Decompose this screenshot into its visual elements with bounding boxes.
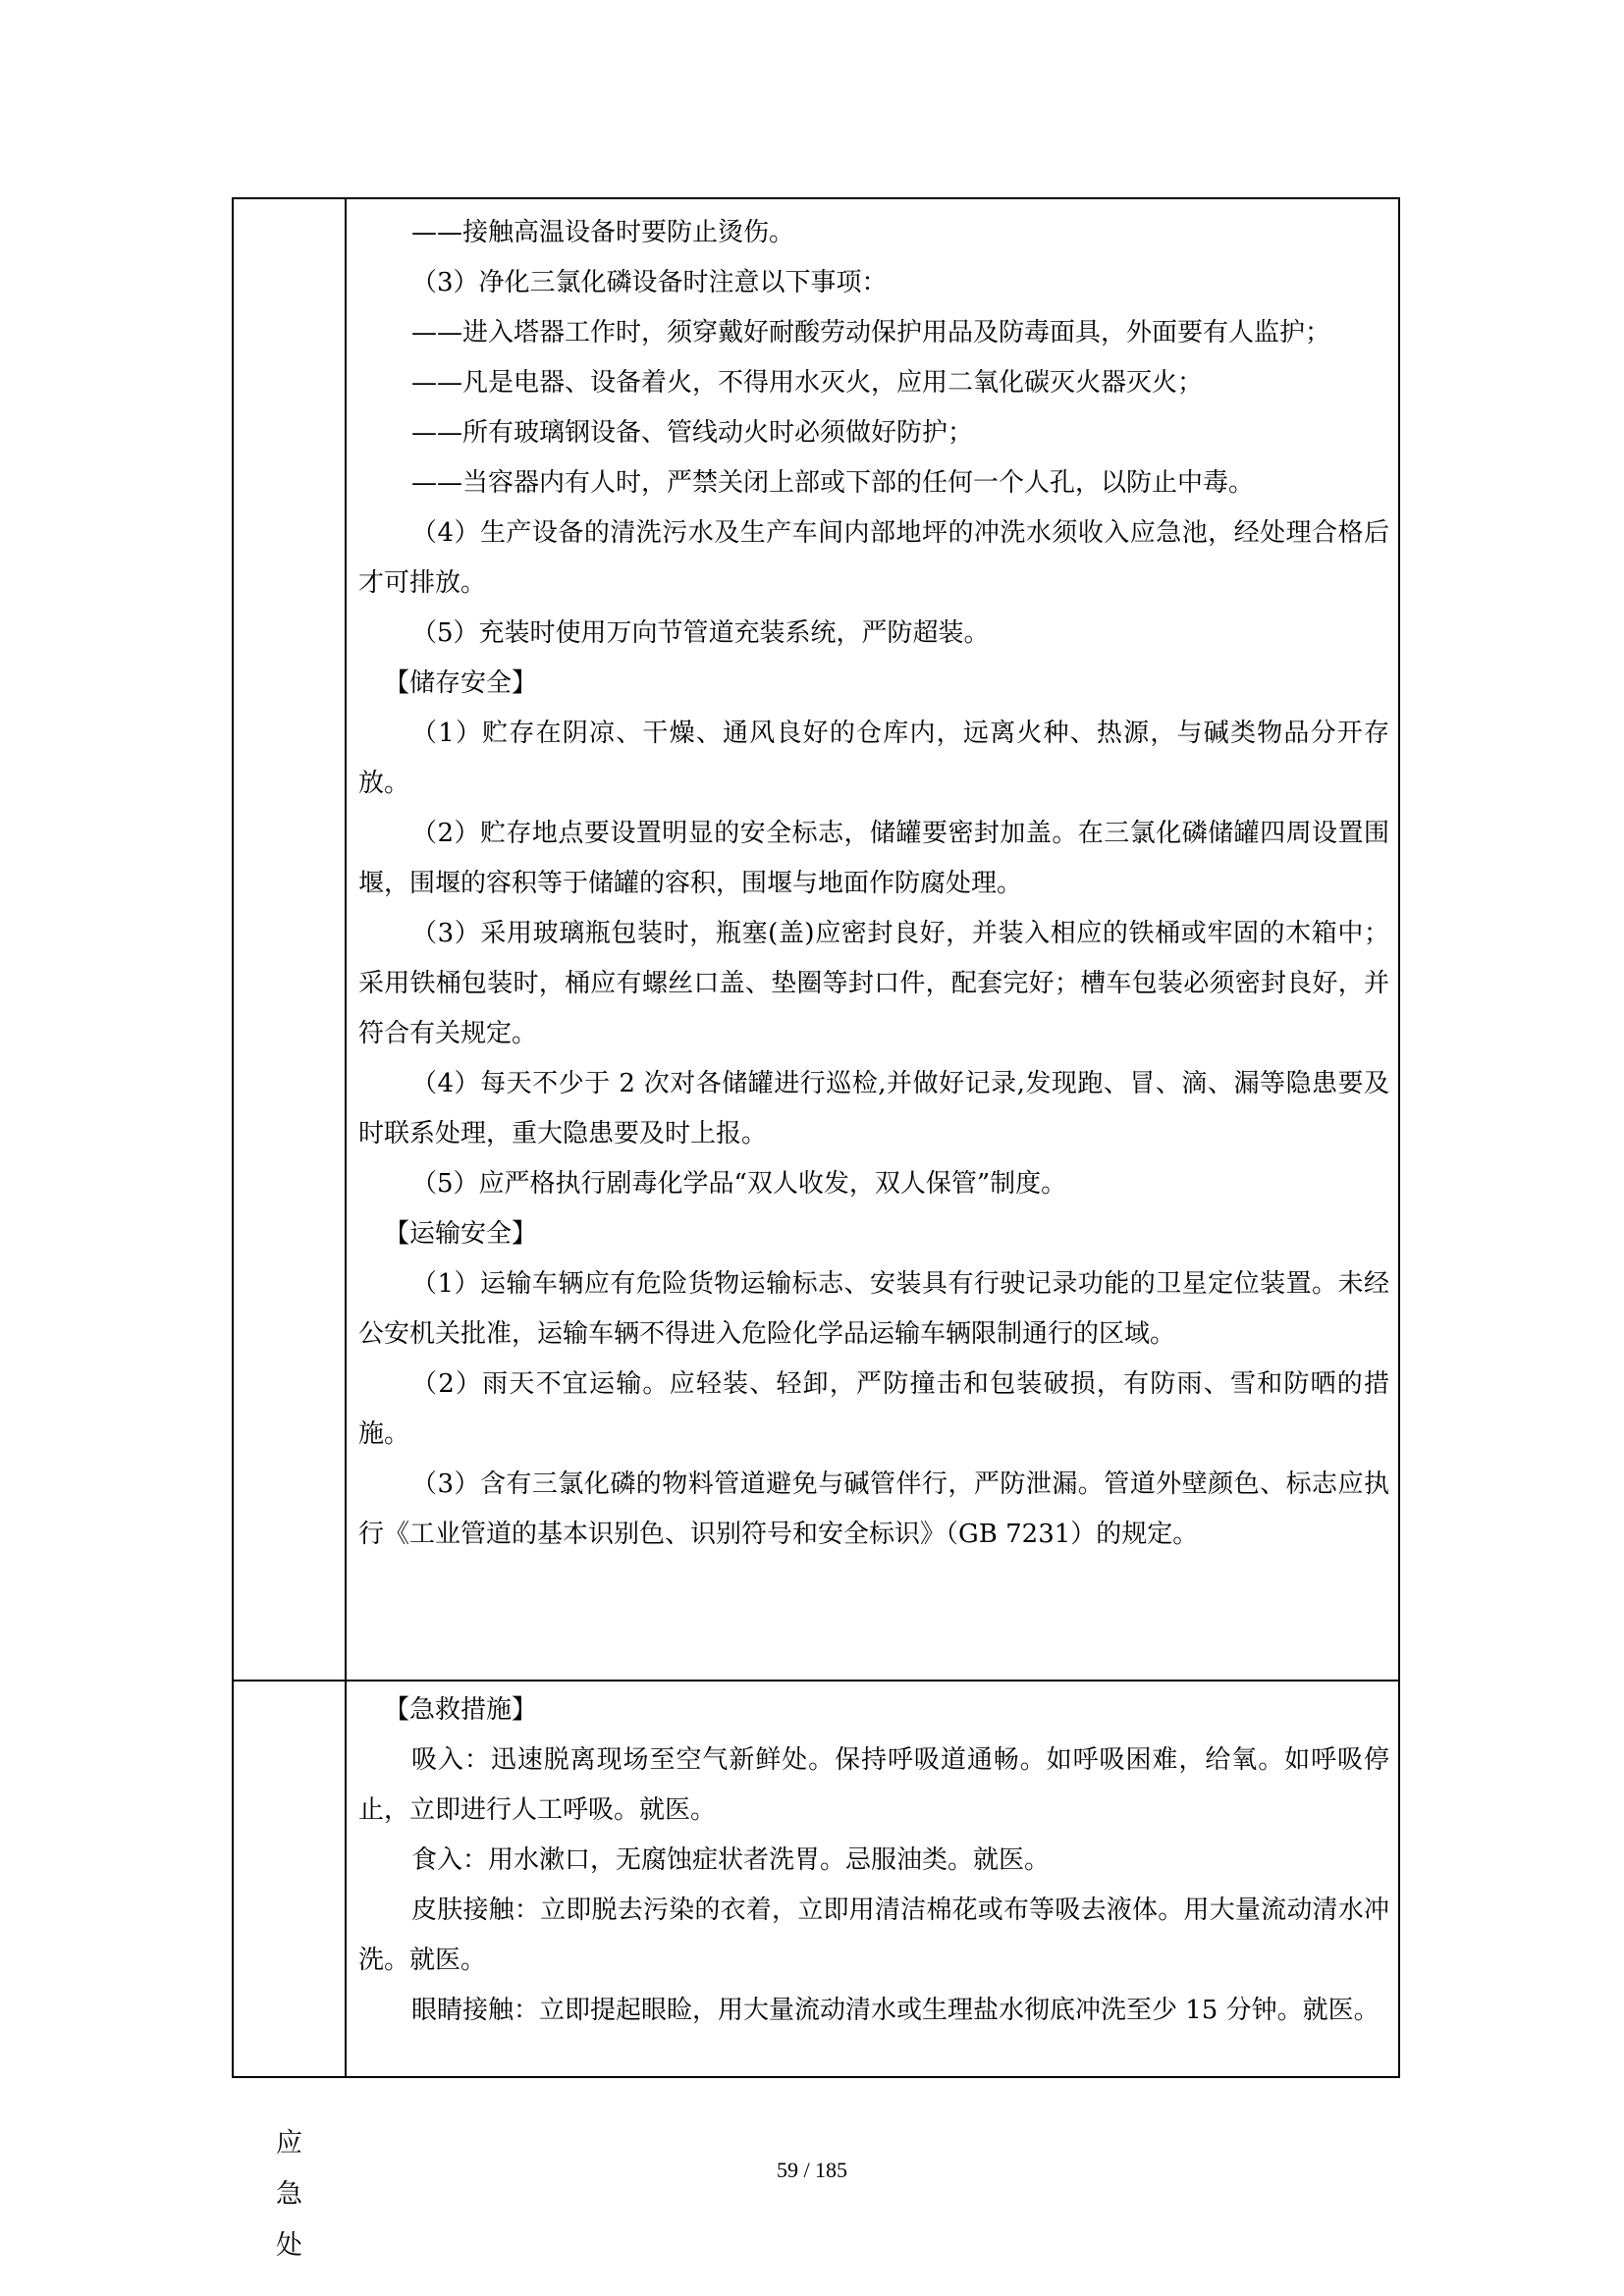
side-char: 处 (276, 2230, 302, 2261)
paragraph: （2）雨天不宜运输。应轻装、轻卸，严防撞击和包装破损，有防雨、雪和防晒的措施。 (358, 1369, 1389, 1449)
side-char: 急 (276, 2179, 302, 2210)
section-heading-first-aid: 【急救措施】 (384, 1695, 538, 1725)
paragraph: ——接触高温设备时要防止烫伤。 (411, 218, 795, 247)
side-char: 应 (276, 2128, 302, 2159)
first-aid-inhalation: 吸入：迅速脱离现场至空气新鲜处。保持呼吸道通畅。如呼吸困难，给氧。如呼吸停止，立即进行人工呼吸。就医。 (358, 1745, 1389, 1825)
side-label-emergency (234, 2118, 345, 2271)
paragraph: （4）每天不少于 2 次对各储罐进行巡检,并做好记录,发现跑、冒、滴、漏等隐患要及时联系处理，重大隐患要及时上报。 (358, 1069, 1389, 1148)
storage-transport-cell (358, 208, 1389, 1560)
paragraph: ——进入塔器工作时，须穿戴好耐酸劳动保护用品及防毒面具，外面要有人监护； (411, 318, 1331, 347)
row-divider (234, 1680, 1398, 1682)
first-aid-eye: 眼睛接触：立即提起眼睑，用大量流动清水或生理盐水彻底冲洗至少 15 分钟。就医。 (411, 1996, 1380, 2025)
paragraph: ——当容器内有人时，严禁关闭上部或下部的任何一个人孔，以防止中毒。 (411, 468, 1255, 498)
paragraph: ——所有玻璃钢设备、管线动火时必须做好防护； (411, 418, 974, 448)
paragraph: （3）净化三氯化磷设备时注意以下事项： (411, 268, 888, 297)
paragraph: （1）运输车辆应有危险货物运输标志、安装具有行驶记录功能的卫星定位装置。未经公安机关批准，运输车辆不得进入危险化学品运输车辆限制通行的区域。 (358, 1269, 1389, 1349)
paragraph: （3）采用玻璃瓶包装时，瓶塞(盖)应密封良好，并装入相应的铁桶或牢固的木箱中；采用铁桶包装时，桶应有螺丝口盖、垫圈等封口件，配套完好；槽车包装必须密封良好，并符合有关规定。 (358, 919, 1389, 1048)
section-heading-transport: 【运输安全】 (384, 1219, 538, 1249)
section-heading-storage: 【储存安全】 (384, 668, 538, 698)
paragraph: （4）生产设备的清洗污水及生产车间内部地坪的冲洗水须收入应急池，经处理合格后才可排放。 (358, 518, 1389, 598)
emergency-cell (358, 1685, 1389, 2036)
paragraph: （5）应严格执行剧毒化学品“双人收发，双人保管”制度。 (411, 1169, 1067, 1199)
paragraph: （3）含有三氯化磷的物料管道避免与碱管伴行，严防泄漏。管道外壁颜色、标志应执行《工业管道的基本识别色、识别符号和安全标识》（GB 7231）的规定。 (358, 1469, 1389, 1549)
first-aid-ingestion: 食入：用水漱口，无腐蚀症状者洗胃。忌服油类。就医。 (411, 1845, 1051, 1875)
page-number: 59 / 185 (776, 2158, 848, 2182)
paragraph: ——凡是电器、设备着火，不得用水灭火，应用二氧化碳灭火器灭火； (411, 368, 1204, 398)
paragraph: （1）贮存在阴凉、干燥、通风良好的仓库内，远离火种、热源，与碱类物品分开存放。 (358, 719, 1389, 798)
column-divider (345, 199, 347, 2076)
paragraph: （5）充装时使用万向节管道充装系统，严防超装。 (411, 618, 990, 648)
first-aid-skin: 皮肤接触：立即脱去污染的衣着，立即用清洁棉花或布等吸去液体。用大量流动清水冲洗。就医。 (358, 1896, 1389, 1975)
paragraph: （2）贮存地点要设置明显的安全标志，储罐要密封加盖。在三氯化磷储罐四周设置围堰，围堰的容积等于储罐的容积，围堰与地面作防腐处理。 (358, 819, 1389, 898)
